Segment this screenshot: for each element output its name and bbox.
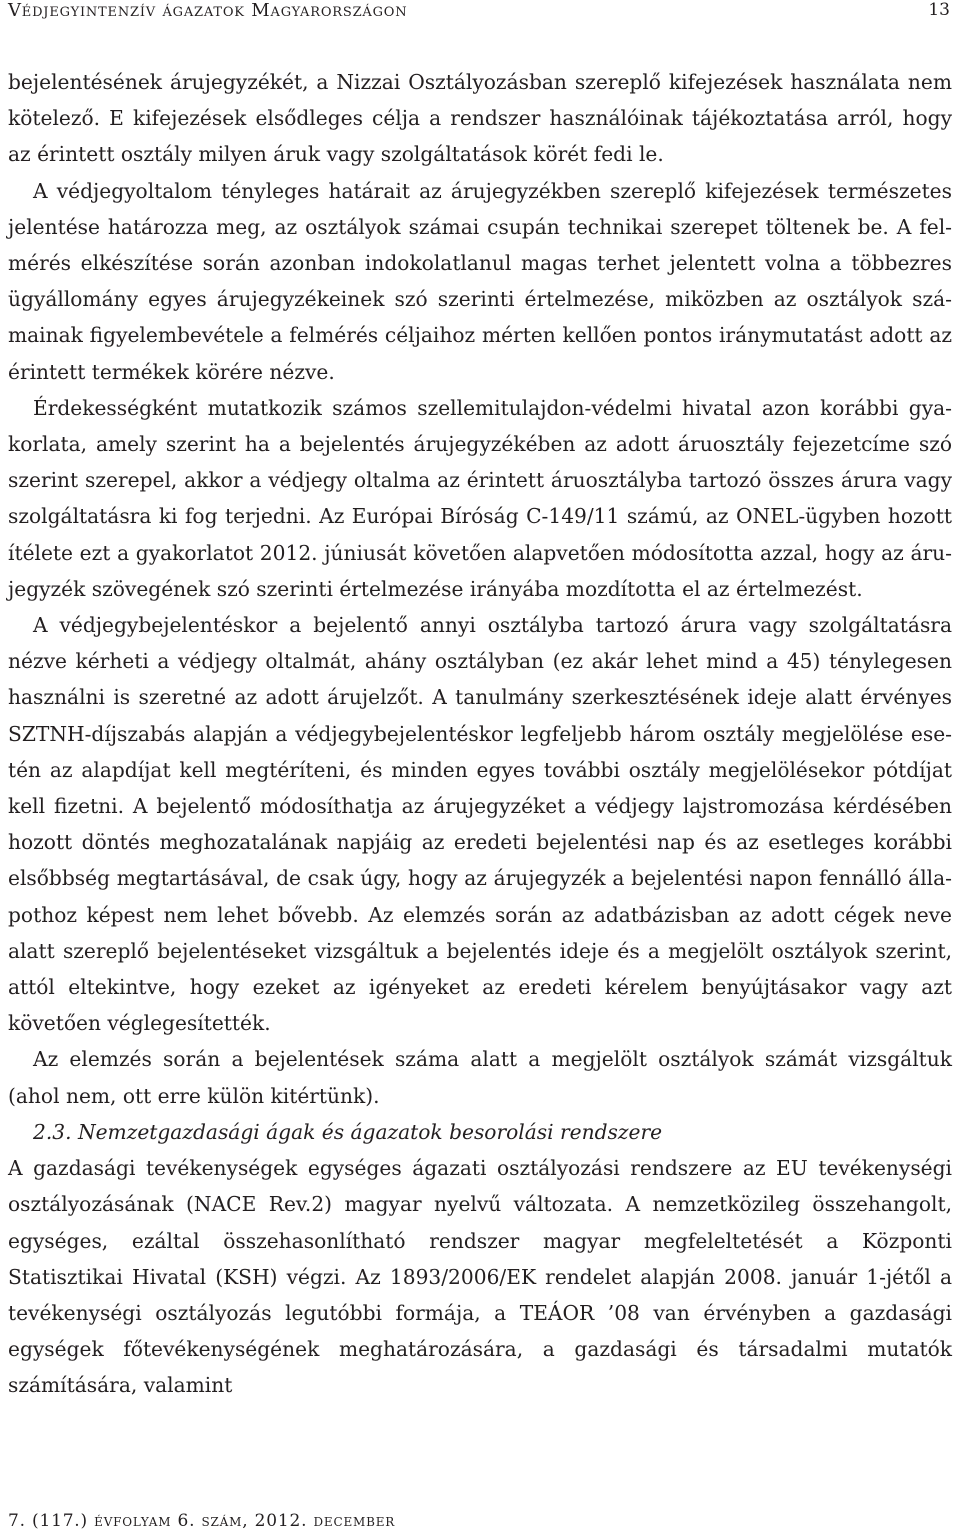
issue-footer: 7. (117.) évfolyam 6. szám, 2012. december — [8, 1511, 396, 1531]
paragraph: A védjegyoltalom tényleges határait az árujegyzékben szereplő kifejezések természetes jelentése határozza meg, az osztályok számai csupán technikai szerepet töltenek be. A felmérés elkészítése során azonban indokolatlanul magas terhet jelentett volna a többezres ügyállomány egyes árujegyzékeinek szó szerinti értelmezése, miközben az osztályok számainak figyelembevétele a felmérés céljaihoz mérten kellően pontos iránymutatást adott az érintett termékek körére nézve. — [8, 178, 952, 384]
paragraph-continued: bejelentésének árujegyzékét, a Nizzai Osztályozásban szereplő kifejezések használata nem kötelező. E kifejezések elsődleges célja a rendszer használóinak tájékoztatása arról, hogy az érintett osztály milyen áruk vagy szolgáltatások körét fedi le. — [8, 70, 952, 167]
body-text — [8, 64, 952, 1404]
running-head-title: Védjegyintenzív ágazatok Magyarországon — [8, 0, 408, 21]
paragraph: A védjegybejelentéskor a bejelentő annyi osztályba tartozó árura vagy szolgáltatásra nézve kérheti a védjegy oltalmát, ahány osztályban (ez akár lehet mind a 45) ténylegesen használni is szeretné az adott árujelzőt. A tanulmány szerkesztésének ideje alatt érvényes SZTNH-díjszabás alapján a védjegybejelentéskor legfeljebb három osztály megjelölése esetén az alapdíjat kell megtéríteni, és minden egyes további osztály megjelölésekor pótdíjat kell fizetni. A bejelentő módosíthatja az árujegyzéket a védjegy lajstromozása kérdésében hozott döntés meghozatalának napjáig az eredeti bejelentési nap és az esetleges korábbi elsőbbség megtartásával, de csak úgy, hogy az árujegyzék a bejelentési napon fennálló állapothoz képest nem lehet bővebb. Az elemzés során az adatbázisban az adott cégek neve alatt szereplő bejelentéseket vizsgáltuk a bejelentés ideje és a megjelölt osztályok szerint, attól eltekintve, hogy ezeket az igényeket az eredeti kérelem benyújtásakor vagy azt követően véglegesítették. — [8, 613, 952, 1036]
section-heading: 2.3. Nemzetgazdasági ágak és ágazatok besorolási rendszere — [33, 1119, 663, 1144]
page-number: 13 — [928, 0, 950, 20]
paragraph: Az elemzés során a bejelentések száma alatt a megjelölt osztályok számát vizsgáltuk (ahol nem, ott erre külön kitértünk). — [8, 1047, 952, 1108]
section-paragraph: A gazdasági tevékenységek egységes ágazati osztályozási rendszere az EU tevékenységi osztályozásának (NACE Rev.2) magyar nyelvű változata. A nemzetközileg összehangolt, egységes, ezáltal összehasonlítható rendszer magyar megfeleltetését a Központi Statisztikai Hivatal (KSH) végzi. Az 1893/2006/EK rendelet alapján 2008. január 1-jétől a tevékenységi osztályozás legutóbbi formája, a TEÁOR ’08 van érvényben a gazdasági egységek főtevékenységének meghatározására, a gazdasági és társadalmi mutatók számítására, valamint — [8, 1156, 952, 1398]
paragraph: Érdekességként mutatkozik számos szellemitulajdon-védelmi hivatal azon korábbi gyakorlata, amely szerint ha a bejelentés árujegyzékében az adott áruosztály fejezetcíme szó szerint szerepel, akkor a védjegy oltalma az érintett áruosztályba tartozó összes árura vagy szolgáltatásra ki fog terjedni. Az Európai Bíróság C-149/11 számú, az ONEL-ügyben hozott ítélete ezt a gyakorlatot 2012. júniusát követően alapvetően módosította azzal, hogy az árujegyzék szövegének szó szerinti értelmezése irányába mozdította el az értelmezést. — [8, 395, 952, 601]
running-header — [8, 0, 952, 26]
